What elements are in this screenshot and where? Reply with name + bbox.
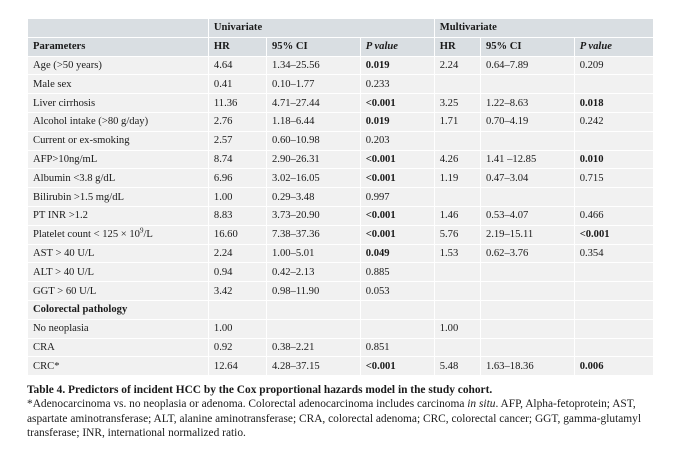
cell-multi-hr bbox=[434, 75, 480, 94]
row-label-text: Albumin <3.8 g/dL bbox=[33, 172, 116, 184]
cell-uni-ci: 0.38–2.21 bbox=[267, 338, 361, 357]
cell-uni-p: <0.001 bbox=[360, 150, 434, 169]
caption-note-post: . AFP, Alpha-fetoprotein; AST, aspartate aminotransferase; ALT, alanine aminotransferase; CRA, colorectal adenoma; CRC, colorectal cancer; GGT, gamma-glutamyl transferase; INR, international normalized ratio. bbox=[27, 398, 642, 439]
cell-uni-ci: 0.98–11.90 bbox=[267, 282, 361, 301]
table-row bbox=[28, 338, 654, 357]
cell-uni-ci: 1.00–5.01 bbox=[267, 244, 361, 263]
column-header-row bbox=[28, 37, 654, 56]
cell-multi-ci: 0.70–4.19 bbox=[480, 112, 574, 131]
cell-multi-p: 0.354 bbox=[574, 244, 653, 263]
row-label-text: AFP>10ng/mL bbox=[33, 153, 98, 165]
row-label bbox=[28, 150, 209, 169]
cell-multi-hr: 4.26 bbox=[434, 150, 480, 169]
row-label bbox=[28, 300, 209, 319]
cell-uni-p: 0.233 bbox=[360, 75, 434, 94]
cell-uni-p: <0.001 bbox=[360, 206, 434, 225]
cell-uni-hr: 11.36 bbox=[208, 94, 266, 113]
row-label-text: Male sex bbox=[33, 78, 72, 90]
cell-uni-ci: 4.28–37.15 bbox=[267, 357, 361, 376]
cell-uni-ci: 0.29–3.48 bbox=[267, 188, 361, 207]
cell-uni-p bbox=[360, 319, 434, 338]
row-label bbox=[28, 319, 209, 338]
cell-multi-p bbox=[574, 131, 653, 150]
cell-uni-ci: 0.60–10.98 bbox=[267, 131, 361, 150]
group-header-blank bbox=[28, 19, 209, 38]
cell-uni-p: <0.001 bbox=[360, 225, 434, 244]
cell-multi-p: 0.006 bbox=[574, 357, 653, 376]
col-header-multi-hr: HR bbox=[434, 37, 480, 56]
cell-uni-hr: 0.41 bbox=[208, 75, 266, 94]
cell-uni-hr: 4.64 bbox=[208, 56, 266, 75]
row-label bbox=[28, 169, 209, 188]
cell-multi-ci bbox=[480, 263, 574, 282]
cell-uni-ci: 0.42–2.13 bbox=[267, 263, 361, 282]
cell-uni-ci bbox=[267, 300, 361, 319]
cell-multi-p bbox=[574, 188, 653, 207]
table-row bbox=[28, 131, 654, 150]
col-header-uni-p bbox=[360, 37, 434, 56]
row-label-text: GGT > 60 U/L bbox=[33, 285, 97, 297]
row-label-text: Platelet count < 125 × 10 bbox=[33, 229, 140, 241]
row-label bbox=[28, 131, 209, 150]
table-row bbox=[28, 319, 654, 338]
cell-multi-p bbox=[574, 300, 653, 319]
cell-uni-ci: 7.38–37.36 bbox=[267, 225, 361, 244]
table-row bbox=[28, 357, 654, 376]
cell-uni-ci: 1.18–6.44 bbox=[267, 112, 361, 131]
row-label bbox=[28, 282, 209, 301]
cell-multi-p bbox=[574, 338, 653, 357]
cell-multi-p: <0.001 bbox=[574, 225, 653, 244]
cell-uni-hr: 1.00 bbox=[208, 188, 266, 207]
row-label bbox=[28, 357, 209, 376]
cell-uni-hr bbox=[208, 300, 266, 319]
col-header-multi-p-label: P value bbox=[579, 41, 612, 53]
row-label-text: CRA bbox=[33, 341, 55, 353]
table-row bbox=[28, 169, 654, 188]
cell-multi-hr: 3.25 bbox=[434, 94, 480, 113]
row-label-text: Alcohol intake (>80 g/day) bbox=[33, 116, 149, 128]
table-row bbox=[28, 206, 654, 225]
cell-multi-p bbox=[574, 319, 653, 338]
col-header-multi-ci: 95% CI bbox=[480, 37, 574, 56]
table-row bbox=[28, 94, 654, 113]
cell-uni-p: 0.997 bbox=[360, 188, 434, 207]
table-row bbox=[28, 75, 654, 94]
cell-multi-ci: 0.64–7.89 bbox=[480, 56, 574, 75]
cell-uni-hr: 12.64 bbox=[208, 357, 266, 376]
group-header-row bbox=[28, 19, 654, 38]
cell-uni-hr: 6.96 bbox=[208, 169, 266, 188]
cell-uni-hr: 8.83 bbox=[208, 206, 266, 225]
caption-note-pre: *Adenocarcinoma vs. no neoplasia or adenoma. Colorectal adenocarcinoma includes carcinoma bbox=[27, 398, 468, 411]
table-caption bbox=[27, 383, 657, 440]
cell-multi-p: 0.466 bbox=[574, 206, 653, 225]
cell-multi-hr: 1.71 bbox=[434, 112, 480, 131]
cell-multi-p: 0.715 bbox=[574, 169, 653, 188]
table-row bbox=[28, 282, 654, 301]
row-label bbox=[28, 112, 209, 131]
cell-uni-hr: 16.60 bbox=[208, 225, 266, 244]
table-row bbox=[28, 225, 654, 244]
cell-multi-ci bbox=[480, 319, 574, 338]
row-label bbox=[28, 56, 209, 75]
table-row bbox=[28, 244, 654, 263]
cell-multi-ci: 0.62–3.76 bbox=[480, 244, 574, 263]
cell-uni-hr: 2.57 bbox=[208, 131, 266, 150]
row-label bbox=[28, 94, 209, 113]
cell-multi-p: 0.209 bbox=[574, 56, 653, 75]
cell-uni-p: 0.019 bbox=[360, 56, 434, 75]
cell-multi-ci bbox=[480, 282, 574, 301]
row-label-text: Colorectal pathology bbox=[33, 304, 128, 316]
row-label-text: Liver cirrhosis bbox=[33, 97, 96, 109]
cell-uni-hr: 1.00 bbox=[208, 319, 266, 338]
table-row bbox=[28, 150, 654, 169]
cell-uni-ci: 3.73–20.90 bbox=[267, 206, 361, 225]
cell-uni-p: 0.851 bbox=[360, 338, 434, 357]
cell-multi-hr: 2.24 bbox=[434, 56, 480, 75]
cell-uni-p: <0.001 bbox=[360, 357, 434, 376]
row-label bbox=[28, 188, 209, 207]
cell-multi-ci: 0.53–4.07 bbox=[480, 206, 574, 225]
cell-multi-ci bbox=[480, 131, 574, 150]
cell-uni-p: 0.885 bbox=[360, 263, 434, 282]
cell-multi-p bbox=[574, 263, 653, 282]
cell-uni-ci: 4.71–27.44 bbox=[267, 94, 361, 113]
cell-multi-hr bbox=[434, 282, 480, 301]
cell-uni-hr: 0.92 bbox=[208, 338, 266, 357]
cell-multi-hr bbox=[434, 338, 480, 357]
table-row bbox=[28, 300, 654, 319]
cell-multi-hr: 5.76 bbox=[434, 225, 480, 244]
row-label-text: PT INR >1.2 bbox=[33, 210, 88, 222]
cell-multi-p: 0.010 bbox=[574, 150, 653, 169]
table-row bbox=[28, 188, 654, 207]
cell-multi-hr: 1.53 bbox=[434, 244, 480, 263]
cell-multi-hr bbox=[434, 188, 480, 207]
cell-multi-ci: 2.19–15.11 bbox=[480, 225, 574, 244]
table-row bbox=[28, 112, 654, 131]
cell-multi-hr bbox=[434, 300, 480, 319]
row-label-text: Age (>50 years) bbox=[33, 59, 102, 71]
cell-multi-ci: 1.41 –12.85 bbox=[480, 150, 574, 169]
cell-uni-ci: 0.10–1.77 bbox=[267, 75, 361, 94]
row-label-text: CRC* bbox=[33, 360, 60, 372]
cell-multi-hr: 5.48 bbox=[434, 357, 480, 376]
cell-uni-hr: 2.24 bbox=[208, 244, 266, 263]
cell-multi-ci bbox=[480, 188, 574, 207]
cell-uni-p bbox=[360, 300, 434, 319]
cell-uni-p: 0.053 bbox=[360, 282, 434, 301]
col-header-uni-ci: 95% CI bbox=[267, 37, 361, 56]
cell-uni-ci: 1.34–25.56 bbox=[267, 56, 361, 75]
cell-multi-hr: 1.46 bbox=[434, 206, 480, 225]
cell-multi-ci: 0.47–3.04 bbox=[480, 169, 574, 188]
table-row bbox=[28, 263, 654, 282]
row-label-text: Current or ex-smoking bbox=[33, 135, 130, 147]
cell-uni-p: <0.001 bbox=[360, 169, 434, 188]
cell-multi-p bbox=[574, 75, 653, 94]
cell-uni-p: <0.001 bbox=[360, 94, 434, 113]
cell-multi-p bbox=[574, 282, 653, 301]
row-label-sup: 9 bbox=[139, 226, 144, 235]
cell-uni-ci: 3.02–16.05 bbox=[267, 169, 361, 188]
cell-uni-ci bbox=[267, 319, 361, 338]
cell-uni-p: 0.019 bbox=[360, 112, 434, 131]
caption-title: Table 4. Predictors of incident HCC by the Cox proportional hazards model in the study cohort. bbox=[27, 384, 493, 396]
cell-uni-p: 0.203 bbox=[360, 131, 434, 150]
cell-multi-ci: 1.22–8.63 bbox=[480, 94, 574, 113]
row-label bbox=[28, 338, 209, 357]
col-header-multi-p bbox=[574, 37, 653, 56]
row-label-text: Bilirubin >1.5 mg/dL bbox=[33, 191, 125, 203]
col-header-uni-p-label: P value bbox=[365, 41, 399, 53]
predictors-table bbox=[27, 18, 654, 376]
cell-uni-hr: 8.74 bbox=[208, 150, 266, 169]
table-row bbox=[28, 56, 654, 75]
caption-note-em: in situ bbox=[467, 398, 496, 411]
row-label bbox=[28, 263, 209, 282]
row-label-text: No neoplasia bbox=[33, 323, 89, 335]
row-label bbox=[28, 75, 209, 94]
table-container bbox=[27, 18, 654, 376]
cell-multi-hr bbox=[434, 263, 480, 282]
cell-uni-ci: 2.90–26.31 bbox=[267, 150, 361, 169]
row-label bbox=[28, 225, 209, 244]
univariate-header: Univariate bbox=[208, 19, 434, 38]
row-label bbox=[28, 244, 209, 263]
cell-multi-hr bbox=[434, 131, 480, 150]
cell-multi-hr: 1.00 bbox=[434, 319, 480, 338]
cell-uni-hr: 3.42 bbox=[208, 282, 266, 301]
row-label-text: AST > 40 U/L bbox=[33, 247, 95, 259]
cell-uni-p: 0.049 bbox=[360, 244, 434, 263]
row-label-text: ALT > 40 U/L bbox=[33, 266, 95, 278]
cell-multi-p: 0.242 bbox=[574, 112, 653, 131]
row-label-tail: /L bbox=[143, 229, 153, 241]
cell-multi-ci bbox=[480, 338, 574, 357]
cell-multi-hr: 1.19 bbox=[434, 169, 480, 188]
cell-multi-ci: 1.63–18.36 bbox=[480, 357, 574, 376]
col-header-parameters: Parameters bbox=[28, 37, 209, 56]
cell-multi-ci bbox=[480, 75, 574, 94]
row-label bbox=[28, 206, 209, 225]
cell-uni-hr: 0.94 bbox=[208, 263, 266, 282]
cell-multi-ci bbox=[480, 300, 574, 319]
multivariate-header: Multivariate bbox=[434, 19, 653, 38]
col-header-uni-hr: HR bbox=[208, 37, 266, 56]
cell-multi-p: 0.018 bbox=[574, 94, 653, 113]
cell-uni-hr: 2.76 bbox=[208, 112, 266, 131]
